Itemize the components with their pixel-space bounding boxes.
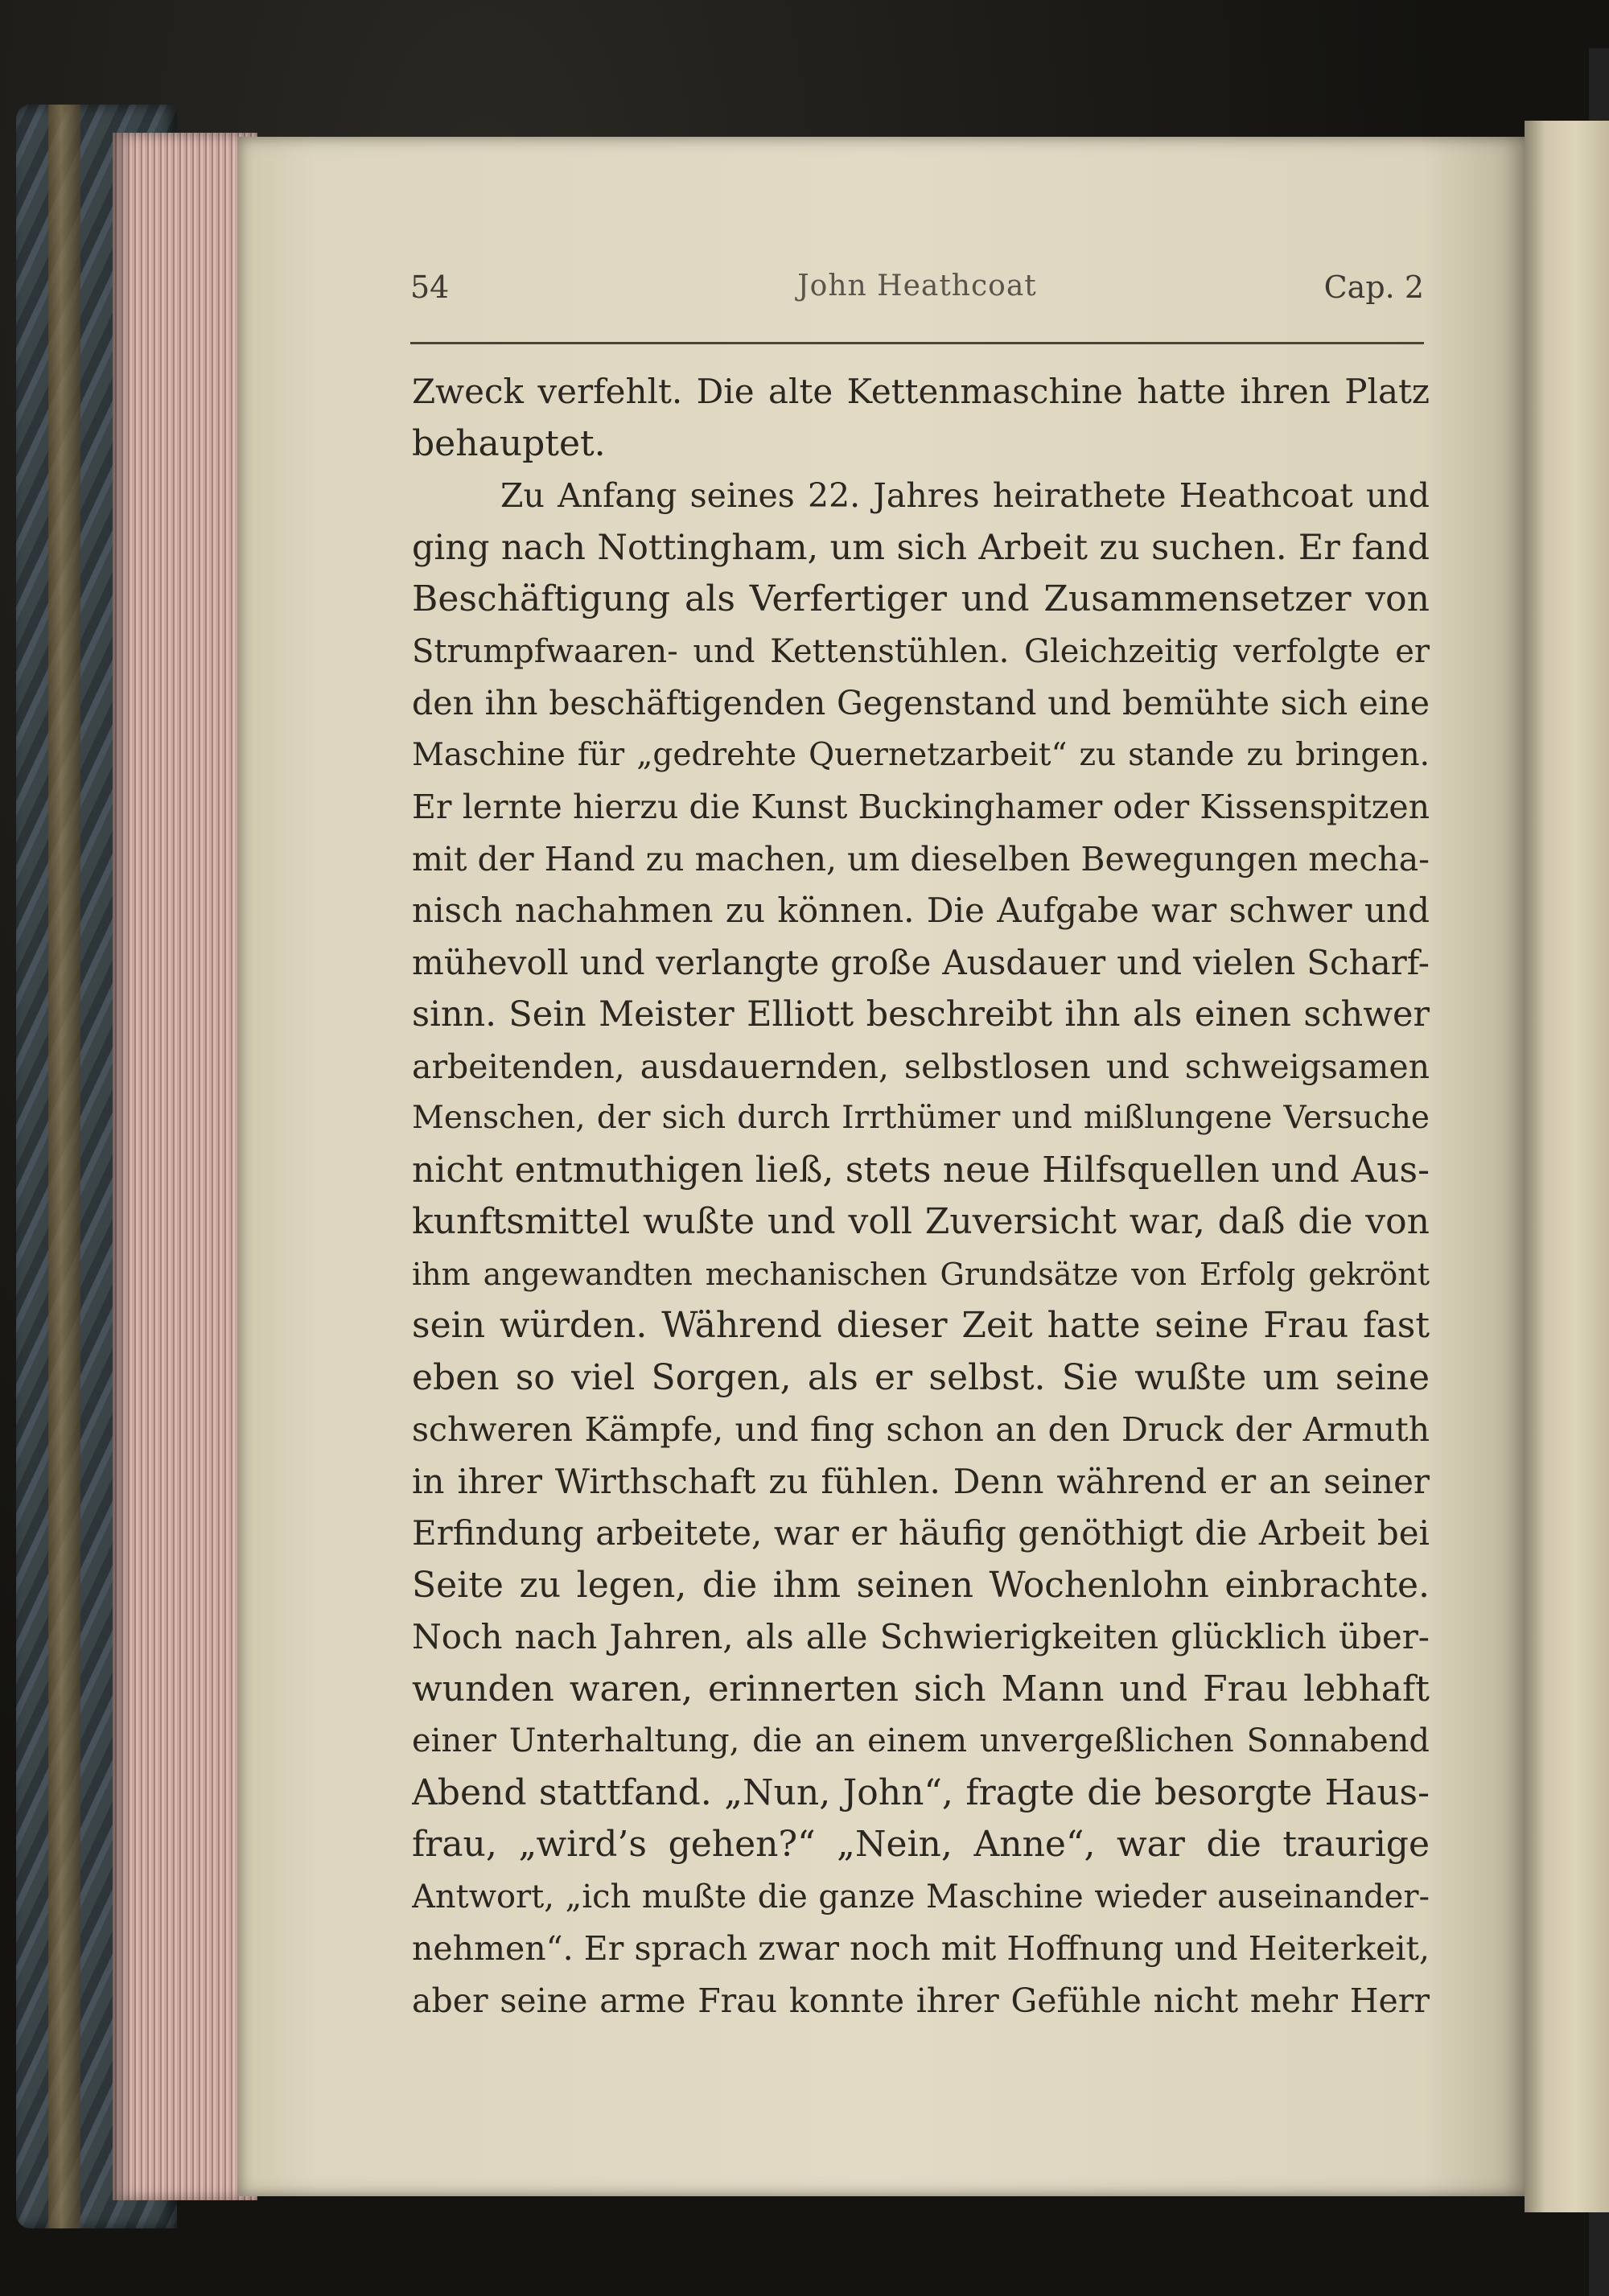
- text-line: Beschäftigung als Verfertiger und Zusammensetzer von: [412, 578, 1430, 619]
- chapter-label: Cap. 2: [1323, 270, 1424, 305]
- text-line: sein würden. Während dieser Zeit hatte seine Frau fast: [412, 1305, 1430, 1346]
- text-line: Menschen, der sich durch Irrthümer und mißlungene Versuche: [412, 1100, 1430, 1136]
- text-line: Zweck verfehlt. Die alte Kettenmaschine hatte ihren Platz: [412, 372, 1430, 411]
- text-line: aber seine arme Frau konnte ihrer Gefühle nicht mehr Herr: [412, 1981, 1430, 2020]
- text-line: arbeitenden, ausdauernden, selbstlosen und schweigsamen: [412, 1047, 1430, 1086]
- text-line: Erfindung arbeitete, war er häufig genöthigt die Arbeit bei: [412, 1513, 1430, 1553]
- page-number: 54: [410, 270, 450, 305]
- text-line: nicht entmuthigen ließ, stets neue Hilfsquellen und Aus-: [412, 1149, 1430, 1191]
- text-line: schweren Kämpfe, und fing schon an den Druck der Armuth: [412, 1410, 1430, 1449]
- text-line: wunden waren, erinnerten sich Mann und Frau lebhaft: [412, 1668, 1430, 1710]
- facing-page: [1525, 121, 1609, 2212]
- text-line: mit der Hand zu machen, um dieselben Bewegungen mecha-: [412, 839, 1430, 878]
- text-line: nehmen“. Er sprach zwar noch mit Hoffnung und Heiterkeit,: [412, 1929, 1430, 1968]
- header-rule: [410, 342, 1424, 344]
- text-line: eben so viel Sorgen, als er selbst. Sie wußte um seine: [412, 1356, 1430, 1398]
- text-line: Zu Anfang seines 22. Jahres heirathete Heathcoat und: [500, 476, 1430, 515]
- text-line: mühevoll und verlangte große Ausdauer und vielen Scharf-: [412, 942, 1430, 982]
- text-line: Seite zu legen, die ihm seinen Wochenlohn einbrachte.: [412, 1564, 1430, 1606]
- text-line: in ihrer Wirthschaft zu fühlen. Denn während er an seiner: [412, 1461, 1430, 1501]
- text-line: Abend stattfand. „Nun, John“, fragte die besorgte Haus-: [412, 1771, 1430, 1813]
- text-line: frau, „wird’s gehen?“ „Nein, Anne“, war die traurige: [412, 1824, 1430, 1865]
- text-line: behauptet.: [412, 422, 606, 464]
- text-line: Antwort, „ich mußte die ganze Maschine wieder auseinander-: [412, 1878, 1430, 1915]
- text-line: sinn. Sein Meister Elliott beschreibt ihn als einen schwer: [412, 994, 1430, 1035]
- text-line: Er lernte hierzu die Kunst Buckinghamer oder Kissenspitzen: [412, 788, 1430, 826]
- page-edges: [113, 133, 257, 2200]
- text-line: kunftsmittel wußte und voll Zuversicht war, daß die von: [412, 1201, 1430, 1242]
- body-text: [412, 366, 1430, 2026]
- text-line: ging nach Nottingham, um sich Arbeit zu suchen. Er fand: [412, 527, 1430, 568]
- page-header: [410, 270, 1424, 318]
- text-line: einer Unterhaltung, die an einem unvergeßlichen Sonnabend: [412, 1722, 1430, 1759]
- text-line: den ihn beschäftigenden Gegenstand und bemühte sich eine: [412, 684, 1430, 722]
- text-line: Strumpfwaaren- und Kettenstühlen. Gleichzeitig verfolgte er: [412, 632, 1430, 670]
- text-line: ihm angewandten mechanischen Grundsätze von Erfolg gekrönt: [412, 1256, 1430, 1292]
- running-title: John Heathcoat: [797, 270, 1037, 302]
- text-line: Maschine für „gedrehte Quernetzarbeit“ zu stande zu bringen.: [412, 736, 1430, 773]
- text-line: Noch nach Jahren, als alle Schwierigkeiten glücklich über-: [412, 1617, 1430, 1656]
- book-spine-edge: [48, 105, 80, 2228]
- text-line: nisch nachahmen zu können. Die Aufgabe war schwer und: [412, 891, 1430, 930]
